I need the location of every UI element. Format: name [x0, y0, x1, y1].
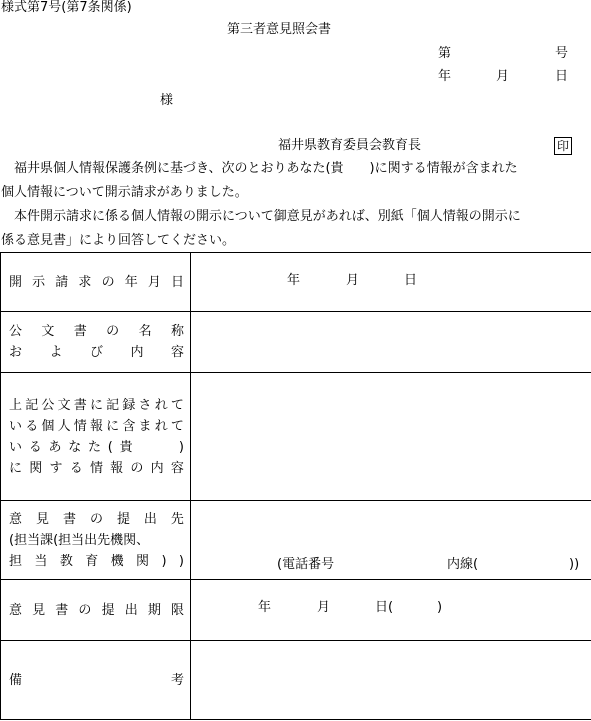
label-char: 内 — [130, 345, 144, 360]
row-label — [1, 253, 191, 312]
label-char: 公 — [9, 324, 23, 339]
inquiry-form-table — [0, 252, 591, 720]
label-char: 関 — [29, 460, 43, 476]
doc-number-prefix: 第 — [438, 46, 452, 61]
label-char: れ — [154, 397, 168, 413]
seal-mark: 印 — [554, 137, 572, 155]
label-char: 上 — [9, 397, 23, 413]
label-char: 個 — [41, 418, 55, 434]
label-char: れ — [154, 418, 168, 434]
label-char: 貴 — [119, 439, 133, 455]
label-char: 提 — [116, 511, 130, 527]
label-char: に — [106, 418, 120, 434]
label-line — [9, 416, 184, 437]
remarks-char-2: 考 — [170, 672, 184, 688]
label-char: の — [106, 324, 120, 339]
submission-dest-cell[interactable] — [191, 501, 591, 580]
table-row — [1, 580, 591, 641]
label-char: 文 — [41, 324, 55, 339]
document-title: 第三者意見照会書 — [227, 22, 332, 37]
label-char: び — [89, 345, 103, 360]
table-row — [1, 373, 591, 501]
year-char: 年 — [258, 600, 272, 615]
sender-title: 福井県教育委員会教育長 — [278, 138, 422, 153]
addressee-suffix: 様 — [160, 93, 174, 108]
label-char: 情 — [89, 460, 103, 476]
label-char: あ — [48, 439, 62, 455]
label-char: 記 — [106, 397, 120, 413]
label-char: 当 — [34, 553, 48, 569]
label-char: 開 — [9, 274, 23, 290]
label-line — [9, 342, 184, 363]
label-char: の — [89, 511, 103, 527]
label-char: ) — [178, 439, 184, 455]
label-char: 意 — [9, 511, 23, 527]
label-char: る — [69, 460, 83, 476]
table-row — [1, 312, 591, 373]
date-year: 年 — [438, 69, 452, 84]
row-label — [1, 641, 191, 720]
label-char: 称 — [170, 324, 184, 339]
body-line: 福井県個人情報保護条例に基づき、次のとおりあなた(貴 )に関する情報が含まれた — [14, 161, 518, 176]
info-content-cell[interactable] — [191, 373, 591, 501]
label-char: 文 — [57, 397, 71, 413]
label-char: た — [88, 439, 102, 455]
label-char: の — [101, 274, 115, 290]
date-month: 月 — [496, 69, 510, 84]
label-char: 容 — [170, 345, 184, 360]
doc-number-suffix: 号 — [555, 46, 569, 61]
label-char: に — [9, 460, 23, 476]
row-label — [1, 580, 191, 641]
label-char: 意 — [9, 602, 23, 618]
label-char: 請 — [55, 274, 69, 290]
month-char: 月 — [317, 600, 331, 615]
label-char: 名 — [138, 324, 152, 339]
label-char: 出 — [143, 511, 157, 527]
row-label — [1, 501, 191, 580]
label-line — [9, 670, 184, 691]
label-char: ( — [107, 439, 113, 455]
table-row — [1, 501, 591, 580]
label-char: て — [170, 397, 184, 413]
label-char: 先 — [170, 511, 184, 527]
label-char: 記 — [25, 397, 39, 413]
label-char: 見 — [32, 602, 46, 618]
label-char: す — [49, 460, 63, 476]
label-char: い — [9, 418, 23, 434]
label-char: ) — [178, 553, 184, 569]
label-char: 書 — [62, 511, 76, 527]
label-char: 年 — [124, 274, 138, 290]
label-char: 人 — [57, 418, 71, 434]
label-char — [159, 437, 172, 458]
label-char: ) — [161, 553, 167, 569]
request-date-cell[interactable] — [191, 253, 591, 312]
closing-paren: ) — [437, 600, 443, 615]
label-line — [9, 437, 184, 458]
label-char: 関 — [136, 553, 150, 569]
label-char: ま — [138, 418, 152, 434]
label-char: さ — [138, 397, 152, 413]
label-line — [9, 272, 184, 293]
document-name-cell[interactable] — [191, 312, 591, 373]
label-char: よ — [49, 345, 63, 360]
label-char: 内 — [150, 460, 164, 476]
day-char: 日 — [404, 273, 418, 288]
label-char: 報 — [89, 418, 103, 434]
closing-parens: )) — [569, 557, 580, 572]
label-char: 示 — [32, 274, 46, 290]
label-char: の — [78, 602, 92, 618]
label-char: 出 — [124, 602, 138, 618]
label-char: 担 — [9, 553, 23, 569]
body-line: 本件開示請求に係る個人情報の開示について御意見があれば、別紙「個人情報の開示に — [14, 209, 521, 224]
label-line — [9, 321, 184, 342]
label-char: な — [68, 439, 82, 455]
label-char: に — [89, 397, 103, 413]
label-line — [9, 600, 184, 621]
label-char: る — [25, 418, 39, 434]
label-char: 提 — [101, 602, 115, 618]
extension-label: 内線( — [447, 557, 479, 572]
label-char: 育 — [85, 553, 99, 569]
label-line — [9, 509, 184, 530]
phone-label: (電話番号 — [277, 557, 335, 572]
row-label — [1, 312, 191, 373]
label-line — [9, 395, 184, 416]
remarks-cell[interactable] — [191, 641, 591, 720]
label-char: 限 — [170, 602, 184, 618]
table-row — [1, 641, 591, 720]
label-char: る — [28, 439, 42, 455]
label-char: の — [130, 460, 144, 476]
label-char — [139, 437, 152, 458]
deadline-cell[interactable] — [191, 580, 591, 641]
label-char: 期 — [147, 602, 161, 618]
form-number: 様式第7号(第7条関係) — [1, 0, 132, 15]
label-char: 月 — [147, 274, 161, 290]
body-line: 個人情報について開示請求がありました。 — [1, 185, 248, 200]
label-char: 公 — [41, 397, 55, 413]
body-line: 係る意見書」により回答してください。 — [1, 233, 236, 248]
remarks-char-1: 備 — [9, 672, 23, 688]
label-char: 書 — [73, 324, 87, 339]
label-char: 書 — [73, 397, 87, 413]
label-char: お — [9, 345, 23, 360]
row-label — [1, 373, 191, 501]
label-char: 含 — [122, 418, 136, 434]
date-day: 日 — [555, 69, 569, 84]
label-char: 容 — [170, 460, 184, 476]
label-char: て — [170, 418, 184, 434]
label-char: 録 — [122, 397, 136, 413]
label-line — [9, 458, 184, 479]
label-char: 機 — [110, 553, 124, 569]
year-char: 年 — [287, 273, 301, 288]
label-char: 教 — [59, 553, 73, 569]
label-char: 情 — [73, 418, 87, 434]
label-char: 日 — [170, 274, 184, 290]
label-char: 求 — [78, 274, 92, 290]
label-char: 報 — [110, 460, 124, 476]
label-line: (担当課(担当出先機関、 — [9, 532, 150, 548]
label-char: 見 — [35, 511, 49, 527]
month-char: 月 — [346, 273, 360, 288]
table-row — [1, 253, 591, 312]
day-char: 日( — [375, 600, 394, 615]
label-char: 書 — [55, 602, 69, 618]
label-char: い — [9, 439, 23, 455]
label-line — [9, 551, 184, 572]
